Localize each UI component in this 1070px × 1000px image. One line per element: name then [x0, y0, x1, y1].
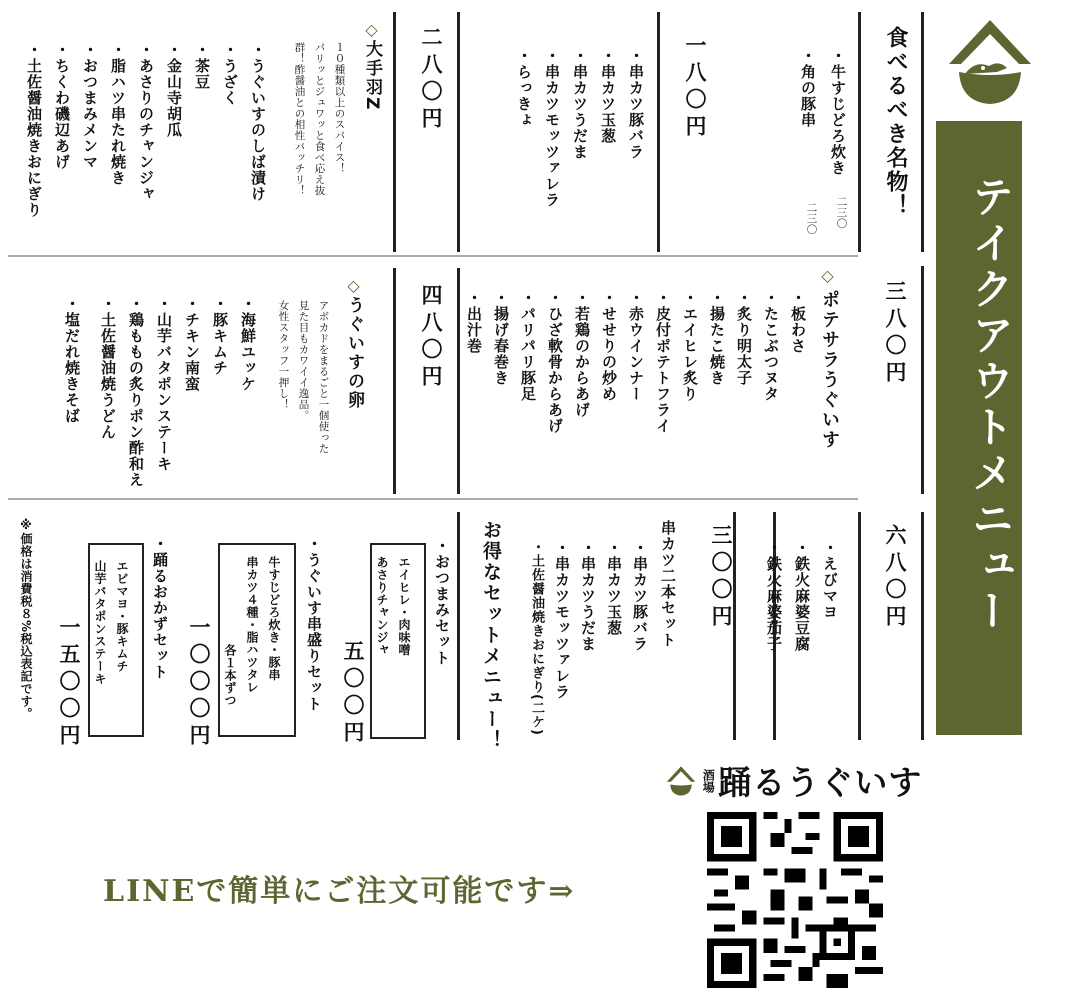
- set-contents: エイヒレ・肉味噌: [397, 556, 411, 656]
- list-item: ・らっきょ: [515, 48, 533, 128]
- list-item: ・鉄火麻婆豆腐: [793, 540, 811, 652]
- tax-note: ※価格は消費税８%税込表記です。: [19, 518, 33, 721]
- divider: [393, 268, 396, 494]
- list-item: ・金山寺胡瓜: [165, 42, 183, 138]
- list-item: ・板わさ: [789, 290, 807, 354]
- divider: [457, 12, 460, 252]
- price-heading: 一八〇円: [683, 34, 707, 142]
- brand-logo: [665, 757, 922, 804]
- list-item: ・串カツ豚バラ: [631, 540, 649, 652]
- banner-title: テイクアウトメニュー: [966, 175, 1015, 635]
- list-item: ・豚キムチ: [211, 296, 229, 376]
- divider: [858, 12, 861, 252]
- list-item: ・赤ウインナー: [627, 290, 645, 402]
- list-item: ・山芋バタポンステーキ: [155, 296, 173, 472]
- set-contents: 牛すじどろ炊き・豚串: [267, 556, 281, 681]
- set-contents: 山芋バタポンステーキ: [93, 560, 107, 685]
- price-heading: 三八〇円: [883, 280, 907, 388]
- divider: [921, 12, 924, 252]
- feature-desc: 見た目もカワイイ逸品。: [297, 300, 310, 421]
- list-item: ・土佐醤油焼きおにぎり: [25, 42, 43, 218]
- feature-desc: １０種類以上のスパイス！: [333, 42, 346, 174]
- list-item: ・エイヒレ炙り: [681, 290, 699, 402]
- list-item: ・牛すじどろ炊き: [829, 48, 847, 176]
- list-item: ・塩だれ焼きそば: [63, 296, 81, 424]
- list-item: ・あさりのチャンジャ: [137, 42, 155, 202]
- list-item: ・うざく: [221, 42, 239, 106]
- divider: [921, 266, 924, 494]
- divider: [457, 512, 460, 740]
- list-item: ・うぐいすのしば漬け: [249, 42, 267, 202]
- list-item: ・うぐいす串盛りセット: [305, 536, 323, 712]
- list-item: ・土佐醤油焼うどん: [99, 296, 117, 440]
- price-heading: 二八〇円: [419, 26, 443, 134]
- divider: [8, 498, 858, 500]
- price-heading: 三〇〇円: [709, 524, 733, 632]
- list-item: ・海鮮ユッケ: [239, 296, 257, 392]
- feature-title: うぐいすの卵: [344, 296, 364, 410]
- list-item: ・若鶏のからあげ: [573, 290, 591, 418]
- list-item: ・踊るおかずセット: [151, 536, 169, 680]
- list-item: ・串カツ豚バラ: [627, 48, 645, 160]
- price-heading: 四八〇円: [419, 284, 443, 392]
- set-price: 一〇〇〇円: [187, 616, 211, 751]
- list-item: ・揚げ春巻き: [492, 290, 510, 386]
- feature-desc: 女性スタッフ一押し！: [277, 300, 290, 410]
- line-order-text: LINEで簡単にご注文可能です⇒: [103, 874, 576, 909]
- list-item: ・えびマヨ: [821, 540, 839, 620]
- list-item: ・串カツうだま: [579, 540, 597, 652]
- feature-desc: パリッとジュワッと食べ応え抜: [313, 42, 326, 196]
- list-item: ・串カツ玉葱: [605, 540, 623, 636]
- brand-name: 踊るうぐいす: [718, 763, 923, 802]
- brand-small: 酒場: [701, 768, 716, 793]
- divider: [858, 512, 861, 740]
- list-item: ・皮付ポテトフライ: [654, 290, 672, 434]
- divider: [657, 12, 660, 252]
- list-item: ・串カツ玉葱: [599, 48, 617, 144]
- bird-in-bowl-icon: [945, 16, 1035, 108]
- list-item: ・角の豚串: [799, 48, 817, 128]
- list-item: ・炙り明太子: [735, 290, 753, 386]
- banner-ruby: おうちうぐいす: [1037, 143, 1050, 227]
- list-item: ・串カツうだま: [571, 48, 589, 160]
- divider: [457, 268, 460, 494]
- item-price: 二三〇: [835, 196, 848, 229]
- set-price: 五〇〇円: [341, 640, 365, 748]
- list-item: ・鶏ももの炙りポン酢和え: [127, 296, 145, 488]
- diamond-icon: ◇: [818, 266, 837, 285]
- list-item: ・せせりの炒め: [600, 290, 618, 402]
- list-item: ・串カツモッツァレラ: [543, 48, 561, 208]
- list-item: ・脂ハツ串たれ焼き: [109, 42, 127, 186]
- feature-desc: アボカドをまるごと一個使った: [317, 300, 330, 454]
- diamond-icon: ◇: [362, 20, 381, 39]
- set-contents: エビマヨ・豚キムチ: [115, 560, 129, 673]
- list-item: ・おつまみセット: [433, 538, 451, 666]
- set-contents: 各１本ずつ: [223, 644, 237, 707]
- bird-in-bowl-icon: [665, 765, 697, 797]
- list-item: ・土佐醤油焼きおにぎり(二ケ): [529, 540, 544, 736]
- list-item: ・鉄火麻婆茄子: [765, 540, 783, 652]
- qr-code-icon[interactable]: [707, 812, 883, 988]
- list-item: ・茶豆: [193, 42, 211, 90]
- list-item: ・おつまみメンマ: [81, 42, 99, 170]
- divider: [393, 12, 396, 252]
- list-item: ・パリパリ豚足: [519, 290, 537, 402]
- set-contents: あさりチャンジャ: [375, 556, 389, 656]
- list-item: ・出汁巻: [465, 290, 483, 354]
- list-item: ・たこぶつヌタ: [762, 290, 780, 402]
- divider: [921, 512, 924, 740]
- list-item: ・チキン南蛮: [183, 296, 201, 392]
- list-item: ・ちくわ磯辺あげ: [53, 42, 71, 170]
- list-item: ・串カツモッツァレラ: [553, 540, 571, 700]
- meibutsu-title: 食べるべき名物！: [883, 26, 908, 218]
- feature-title: 大手羽Z: [362, 40, 382, 112]
- diamond-icon: ◇: [344, 276, 363, 295]
- price-heading: 六八〇円: [883, 524, 907, 632]
- set-contents: 串カツ４種・脂ハツタレ: [245, 556, 259, 694]
- set-price: 一五〇〇円: [57, 616, 81, 751]
- item-price: 二三〇: [805, 202, 818, 235]
- divider: [8, 255, 858, 257]
- set-title: 串カツ二本セット: [659, 520, 677, 648]
- sets-title: お得なセットメニュー！: [480, 520, 502, 751]
- list-item: ・揚たこ焼き: [708, 290, 726, 386]
- feature-title: ポテサラうぐいす: [819, 290, 840, 450]
- list-item: ・ひざ軟骨からあげ: [546, 290, 564, 434]
- feature-desc: 群！酢醤油との相性バッチリ！: [293, 42, 306, 196]
